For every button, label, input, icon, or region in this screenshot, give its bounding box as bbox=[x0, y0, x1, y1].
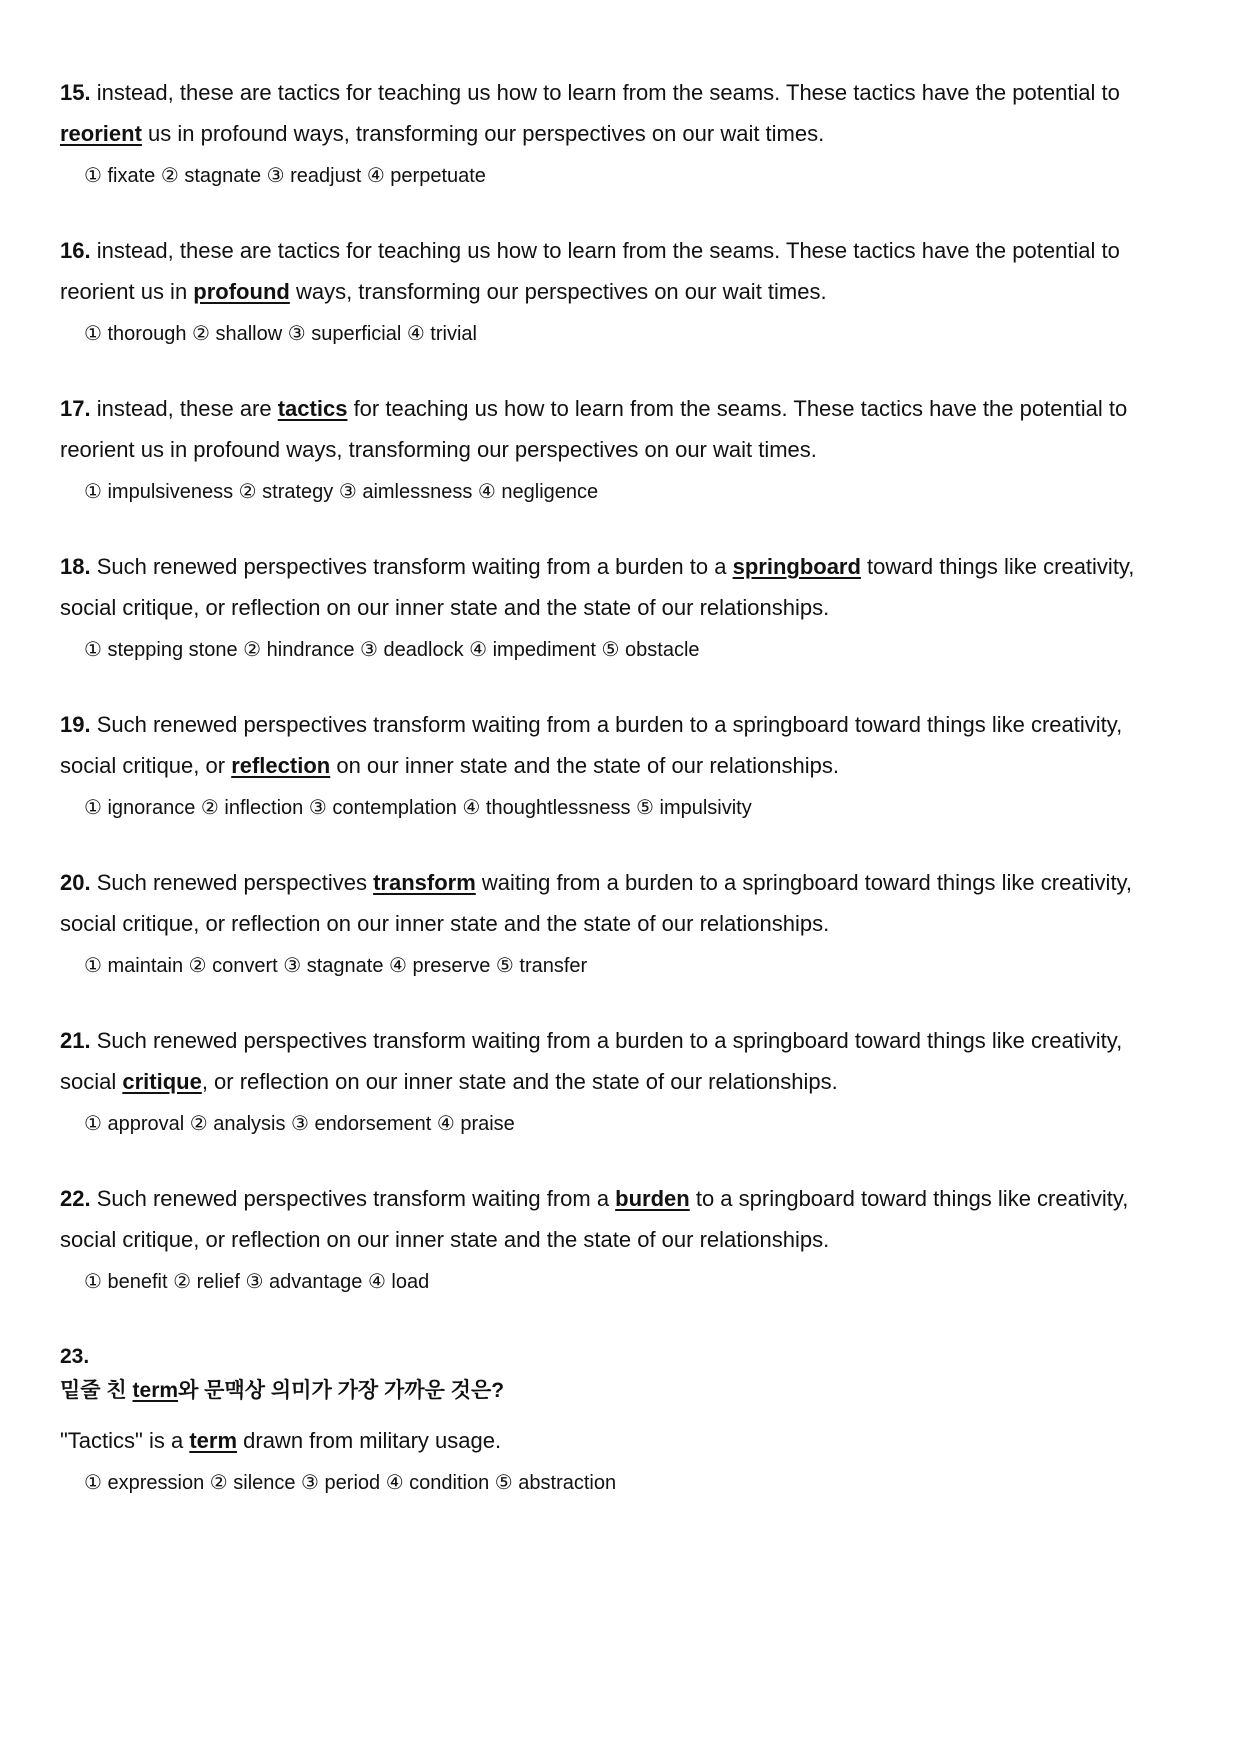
question-number: 15. bbox=[60, 80, 91, 105]
question-prompt bbox=[60, 1374, 1180, 1408]
underlined-keyword: transform bbox=[373, 870, 476, 895]
question-stem bbox=[60, 388, 1180, 470]
question-stem bbox=[60, 546, 1180, 628]
underlined-keyword: reorient bbox=[60, 121, 142, 146]
prompt-text: 밑줄 친 bbox=[60, 1379, 133, 1402]
answer-options: ① impulsiveness ② strategy ③ aimlessness ④ negligence bbox=[84, 481, 599, 503]
stem-text: instead, these are bbox=[96, 396, 278, 421]
question-stem bbox=[60, 704, 1180, 786]
question-number: 18. bbox=[60, 554, 91, 579]
answer-options: ① approval ② analysis ③ endorsement ④ praise bbox=[84, 1113, 515, 1135]
question-stem bbox=[60, 1020, 1180, 1102]
answer-options: ① benefit ② relief ③ advantage ④ load bbox=[84, 1271, 430, 1293]
underlined-keyword: tactics bbox=[277, 396, 348, 421]
answer-options: ① stepping stone ② hindrance ③ deadlock ④ impediment ⑤ obstacle bbox=[84, 639, 700, 661]
question-number: 22. bbox=[60, 1186, 91, 1211]
question-21 bbox=[60, 1020, 1180, 1139]
question-number: 23. bbox=[60, 1345, 90, 1368]
stem-text: waiting from a burden to a springboard toward things like creativity, social critique, or reflection on our inner state and the state of our relationships. bbox=[60, 870, 1133, 936]
stem-text: Such renewed perspectives bbox=[96, 870, 374, 895]
question-number: 17. bbox=[60, 396, 91, 421]
underlined-keyword: critique bbox=[122, 1069, 202, 1094]
underlined-keyword: profound bbox=[193, 279, 290, 304]
stem-text: for teaching us how to learn from the seams. These tactics have the potential to reorient us in profound ways, transforming our perspectives on our wait times. bbox=[60, 396, 1128, 462]
stem-text: instead, these are tactics for teaching us how to learn from the seams. These tactics have the potential to bbox=[96, 80, 1120, 105]
stem-text: on our inner state and the state of our relationships. bbox=[330, 753, 839, 778]
prompt-text: 와 문맥상 의미가 가장 가까운 것은? bbox=[178, 1379, 505, 1402]
question-stem bbox=[60, 862, 1180, 944]
question-22 bbox=[60, 1178, 1180, 1297]
stem-text: us in profound ways, transforming our perspectives on our wait times. bbox=[141, 121, 825, 146]
stem-text: Such renewed perspectives transform waiting from a bbox=[96, 1186, 616, 1211]
question-19 bbox=[60, 704, 1180, 823]
underlined-keyword: reflection bbox=[231, 753, 331, 778]
stem-text: "Tactics" is a bbox=[60, 1428, 190, 1453]
underlined-keyword: springboard bbox=[732, 554, 861, 579]
question-stem bbox=[60, 72, 1180, 154]
answer-options: ① maintain ② convert ③ stagnate ④ preserve ⑤ transfer bbox=[84, 955, 588, 977]
question-stem bbox=[60, 1178, 1180, 1260]
stem-text: ways, transforming our perspectives on our wait times. bbox=[289, 279, 827, 304]
question-stem bbox=[60, 1420, 1180, 1461]
underlined-keyword: burden bbox=[615, 1186, 690, 1211]
stem-text: , or reflection on our inner state and the state of our relationships. bbox=[201, 1069, 838, 1094]
question-18 bbox=[60, 546, 1180, 665]
answer-options: ① thorough ② shallow ③ superficial ④ trivial bbox=[84, 323, 477, 345]
question-number: 16. bbox=[60, 238, 91, 263]
question-stem bbox=[60, 230, 1180, 312]
question-number: 21. bbox=[60, 1028, 91, 1053]
question-number: 19. bbox=[60, 712, 91, 737]
stem-text: drawn from military usage. bbox=[237, 1428, 502, 1453]
question-15 bbox=[60, 72, 1180, 191]
answer-options: ① ignorance ② inflection ③ contemplation ④ thoughtlessness ⑤ impulsivity bbox=[84, 797, 752, 819]
stem-text: to a springboard toward things like creativity, social critique, or reflection on our inner state and the state of our relationships. bbox=[60, 1186, 1129, 1252]
answer-options: ① fixate ② stagnate ③ readjust ④ perpetuate bbox=[84, 165, 486, 187]
question-17 bbox=[60, 388, 1180, 507]
stem-text: Such renewed perspectives transform waiting from a burden to a springboard toward things like creativity, social bbox=[60, 1028, 1123, 1094]
underlined-keyword: term bbox=[132, 1379, 179, 1402]
stem-text: Such renewed perspectives transform waiting from a burden to a bbox=[96, 554, 733, 579]
question-23 bbox=[60, 1340, 1180, 1498]
question-20 bbox=[60, 862, 1180, 981]
stem-text: instead, these are tactics for teaching us how to learn from the seams. These tactics have the potential to reorient us in bbox=[60, 238, 1120, 304]
stem-text: Such renewed perspectives transform waiting from a burden to a springboard toward things like creativity, social critique, or bbox=[60, 712, 1123, 778]
stem-text: toward things like creativity, social critique, or reflection on our inner state and the state of our relationships. bbox=[60, 554, 1135, 620]
question-16 bbox=[60, 230, 1180, 349]
question-number: 20. bbox=[60, 870, 91, 895]
answer-options: ① expression ② silence ③ period ④ condition ⑤ abstraction bbox=[84, 1472, 617, 1494]
underlined-keyword: term bbox=[189, 1428, 238, 1453]
